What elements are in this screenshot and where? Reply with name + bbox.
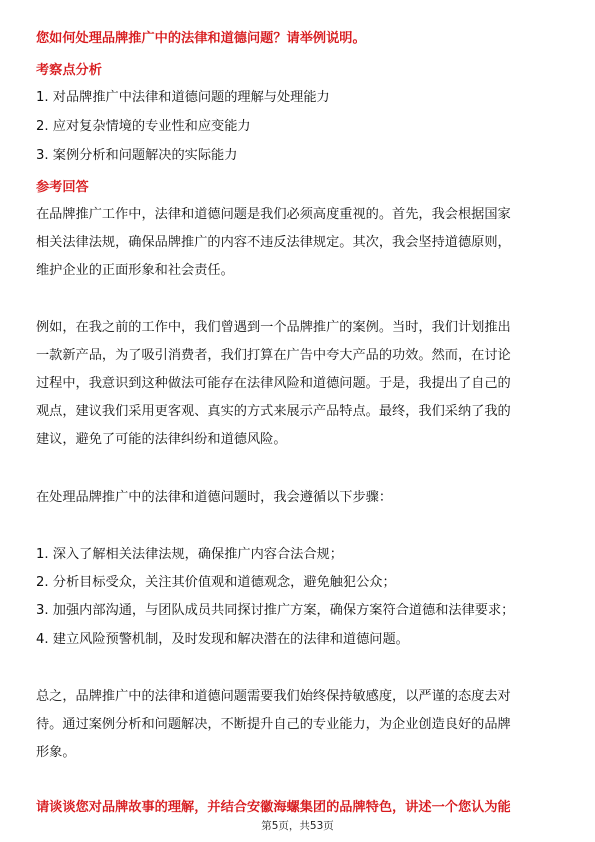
paragraph-line: 过程中，我意识到这种做法可能存在法律风险和道德问题。于是，我提出了自己的 [36, 376, 511, 391]
step-item: 3. 加强内部沟通，与团队成员共同探讨推广方案，确保方案符合道德和法律要求； [36, 603, 515, 618]
paragraph-line: 在品牌推广工作中，法律和道德问题是我们必须高度重视的。首先，我会根据国家 [36, 207, 511, 222]
step-item: 1. 深入了解相关法律法规，确保推广内容合法合规； [36, 547, 343, 562]
paragraph-line: 维护企业的正面形象和社会责任。 [36, 263, 234, 278]
paragraph-line: 观点，建议我们采用更客观、真实的方式来展示产品特点。最终，我们采纳了我的 [36, 404, 511, 419]
paragraph-line: 例如，在我之前的工作中，我们曾遇到一个品牌推广的案例。当时，我们计划推出 [36, 320, 511, 335]
analysis-item: 2. 应对复杂情境的专业性和应变能力 [36, 119, 251, 134]
analysis-item: 3. 案例分析和问题解决的实际能力 [36, 148, 238, 163]
next-question: 请谈谈您对品牌故事的理解，并结合安徽海螺集团的品牌特色，讲述一个您认为能 [36, 800, 511, 815]
step-item: 2. 分析目标受众，关注其价值观和道德观念，避免触犯公众； [36, 575, 396, 590]
paragraph-line: 建议，避免了可能的法律纠纷和道德风险。 [36, 432, 287, 447]
conclusion-line: 总之，品牌推广中的法律和道德问题需要我们始终保持敏感度，以严谨的态度去对 [36, 689, 511, 704]
step-item: 4. 建立风险预警机制，及时发现和解决潜在的法律和道德问题。 [36, 632, 409, 647]
analysis-heading: 考察点分析 [36, 63, 102, 78]
page-number: 第5页，共53页 [261, 820, 334, 832]
question-heading: 您如何处理品牌推广中的法律和道德问题？请举例说明。 [36, 31, 366, 46]
paragraph-line: 一款新产品，为了吸引消费者，我们打算在广告中夸大产品的功效。然而，在讨论 [36, 348, 511, 363]
conclusion-line: 待。通过案例分析和问题解决，不断提升自己的专业能力，为企业创造良好的品牌 [36, 717, 511, 732]
answer-heading: 参考回答 [36, 180, 89, 195]
paragraph-line: 在处理品牌推广中的法律和道德问题时，我会遵循以下步骤： [36, 490, 393, 505]
analysis-item: 1. 对品牌推广中法律和道德问题的理解与处理能力 [36, 90, 330, 105]
conclusion-line: 形象。 [36, 745, 76, 760]
paragraph-line: 相关法律法规，确保品牌推广的内容不违反法律规定。其次，我会坚持道德原则， [36, 235, 511, 250]
